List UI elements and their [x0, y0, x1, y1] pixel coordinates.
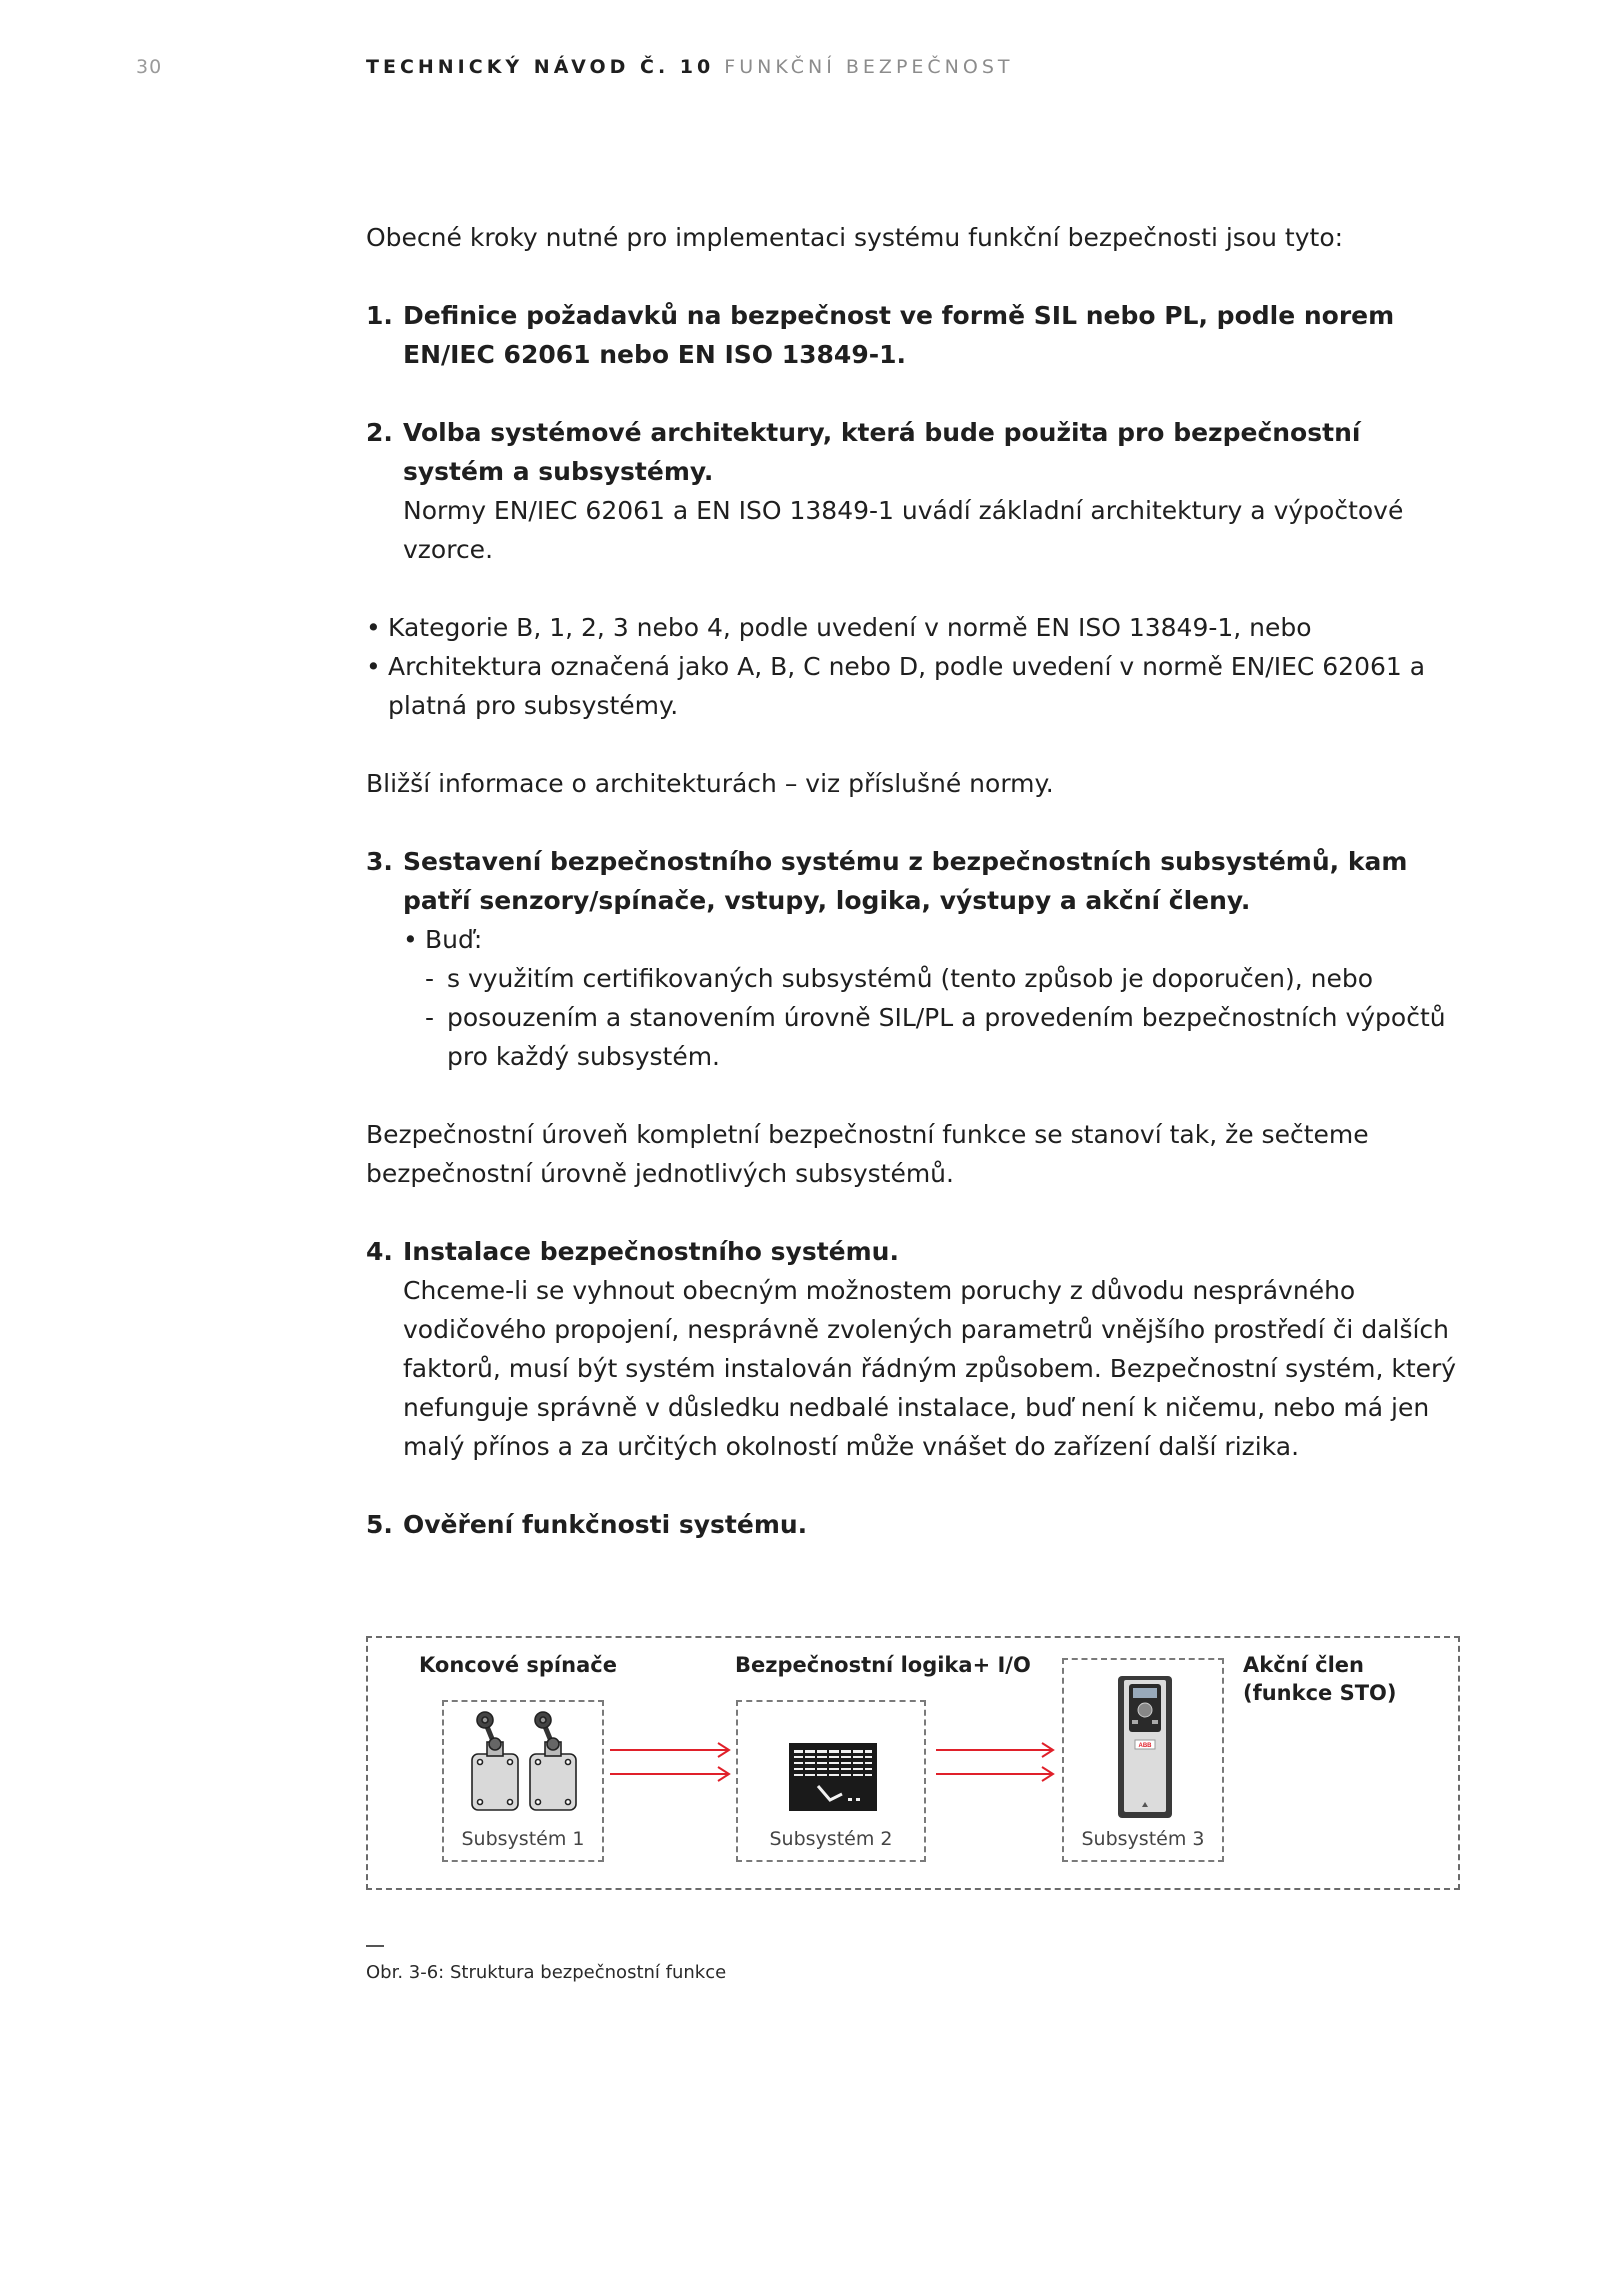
subsystem-3-caption: Subsystém 3	[1081, 1828, 1205, 1850]
step-number: 1.	[366, 301, 393, 330]
step-2	[366, 413, 1466, 569]
label-actuator: Akční člen	[1243, 1653, 1364, 1677]
subsystem-2-caption: Subsystém 2	[769, 1828, 893, 1850]
intro-paragraph: Obecné kroky nutné pro implementaci systému funkční bezpečnosti jsou tyto:	[366, 223, 1344, 252]
figure-caption: Obr. 3-6: Struktura bezpečnostní funkce	[366, 1962, 727, 1983]
architecture-note: Bližší informace o architekturách – viz příslušné normy.	[366, 769, 1054, 798]
step-number: 4.	[366, 1237, 393, 1266]
subsystem-1-box	[442, 1700, 604, 1862]
option-text: posouzením a stanovením úrovně SIL/PL a provedením bezpečnostních výpočtů pro každý subsystém.	[447, 1003, 1446, 1071]
step-3	[366, 842, 1466, 1076]
bullet-item: • Buď:	[403, 920, 1466, 959]
caption-divider	[366, 1945, 384, 1947]
step-title: Definice požadavků na bezpečnost ve formě SIL nebo PL, podle norem EN/IEC 62061 nebo EN ISO 13849-1.	[403, 301, 1395, 369]
safety-level-note: Bezpečnostní úroveň kompletní bezpečnostní funkce se stanoví tak, že sečteme bezpečnostní úrovně jednotlivých subsystémů.	[366, 1120, 1369, 1188]
step-title: Sestavení bezpečnostního systému z bezpečnostních subsystémů, kam patří senzory/spínače, vstupy, logika, výstupy a akční členy.	[403, 847, 1408, 915]
option-item: - posouzením a stanovením úrovně SIL/PL a provedením bezpečnostních výpočtů pro každý subsystém.	[425, 998, 1466, 1076]
step-number: 5.	[366, 1510, 393, 1539]
arrow-icon	[608, 1738, 738, 1788]
bullet-text: Architektura označená jako A, B, C nebo D, podle uvedení v normě EN/IEC 62061 a platná pro subsystémy.	[388, 652, 1426, 720]
running-header	[366, 56, 1014, 78]
step-number: 3.	[366, 847, 393, 876]
step-title: Instalace bezpečnostního systému.	[403, 1237, 899, 1266]
step-1	[366, 296, 1466, 374]
limit-switch-icon	[462, 1708, 586, 1818]
arrow-icon	[934, 1738, 1064, 1788]
safety-logic-icon	[788, 1742, 878, 1812]
subsystem-1-caption: Subsystém 1	[461, 1828, 585, 1850]
page-number: 30	[136, 56, 163, 78]
step-text: Normy EN/IEC 62061 a EN ISO 13849-1 uvádí základní architektury a výpočtové vzorce.	[403, 496, 1404, 564]
step-number: 2.	[366, 418, 393, 447]
step-title: Volba systémové architektury, která bude použita pro bezpečnostní systém a subsystémy.	[403, 418, 1361, 486]
label-sto-function: (funkce STO)	[1243, 1681, 1397, 1705]
subsystem-2-box	[736, 1700, 926, 1862]
safety-function-diagram	[366, 1636, 1460, 1890]
step-4	[366, 1232, 1466, 1466]
bullet-item: • Architektura označená jako A, B, C nebo D, podle uvedení v normě EN/IEC 62061 a platná pro subsystémy.	[366, 647, 1466, 725]
drive-brand-logo: ABB	[1138, 1743, 1152, 1749]
option-text: s využitím certifikovaných subsystémů (tento způsob je doporučen), nebo	[447, 964, 1374, 993]
drive-icon	[1116, 1674, 1174, 1820]
header-title-bold: TECHNICKÝ NÁVOD Č. 10	[366, 56, 715, 78]
option-item: - s využitím certifikovaných subsystémů (tento způsob je doporučen), nebo	[425, 959, 1466, 998]
subsystem-3-box	[1062, 1658, 1224, 1862]
bullet-text: Kategorie B, 1, 2, 3 nebo 4, podle uvedení v normě EN ISO 13849-1, nebo	[388, 613, 1312, 642]
header-title-light: FUNKČNÍ BEZPEČNOST	[724, 56, 1014, 78]
step-text: Chceme-li se vyhnout obecným možnostem poruchy z důvodu nesprávného vodičového propojení, nesprávně zvolených parametrů vnějšího prostředí či dalších faktorů, musí být systém instalován řádným způsobem. Bezpečnostní systém, který nefunguje správně v důsledku nedbalé instalace, buď není k ničemu, nebo má jen malý přínos a za určitých okolností může vnášet do zařízení další rizika.	[403, 1276, 1457, 1461]
label-safety-logic: Bezpečnostní logika+ I/O	[735, 1653, 1031, 1677]
bullet-text: Buď:	[425, 925, 483, 954]
bullet-item: • Kategorie B, 1, 2, 3 nebo 4, podle uvedení v normě EN ISO 13849-1, nebo	[366, 608, 1466, 647]
body-text	[366, 218, 1466, 1544]
step-5	[366, 1505, 1466, 1544]
step-title: Ověření funkčnosti systému.	[403, 1510, 808, 1539]
label-limit-switches: Koncové spínače	[419, 1653, 617, 1677]
